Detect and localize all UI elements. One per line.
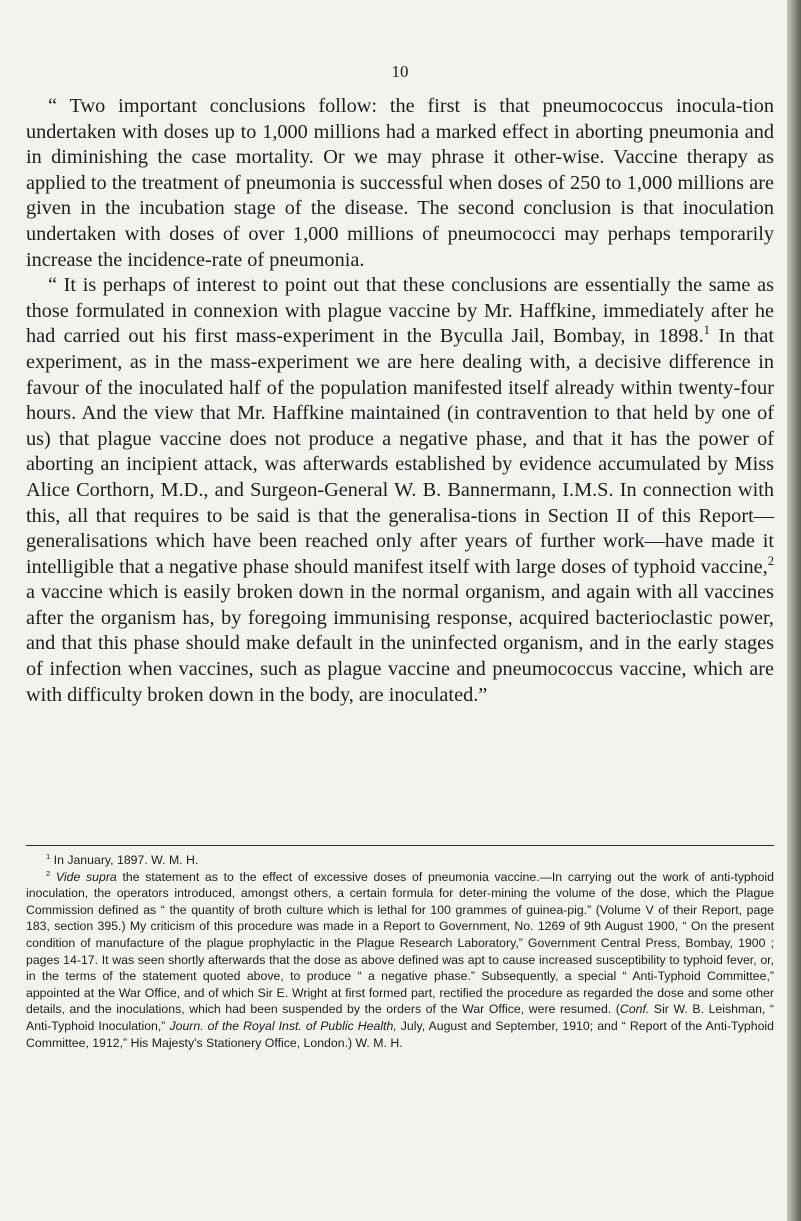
footnote-1-text: In January, 1897. W. M. H. [50, 853, 199, 867]
paragraph-2-part-3: a vaccine which is easily broken down in the normal organism, and again with all vaccines after the organism has, by foregoing immunising response, acquired bacterioclastic power, and that this phase should make default in the uninfected organism, and in the early stages of infection when vaccines, such as plague vaccine and pneumococcus vaccine, which are with difficulty broken down in the body, are inoculated.” [26, 581, 774, 706]
footnote-2-text-3: July, August and September, 1910; and “ Report of the Anti-Typhoid Committee, 1912,” His Majesty's Stationery Office, London.) W. M. H. [26, 1018, 775, 1050]
page-number: 10 [391, 62, 409, 81]
book-page [26, 0, 774, 1221]
footnote-2-text: the statement as to the effect of excessive doses of pneumonia vaccine.—In carrying out the work of anti-typhoid inoculation, the operators introduced, amongst others, a certain formula for deter-mining the volume of the dose, which the Plague Commission defined as “ the quantity of broth culture which is lethal for 100 grammes of guinea-pig.” (Volume V of their Report, page 183, section 395.) My criticism of this procedure was made in a Report to Government, No. 1269 of 9th August 1900, “ On the present condition of manufacture of the plague prophylactic in the Plague Research Laboratory,” Government Central Press, Bombay, 1900 ; pages 14-17. It was seen shortly afterwards that the dose as above defined was apt to cause increased susceptibility to typhoid fever, or, in the terms of the statement quoted above, to produce “ a negative phase.” Subsequently, a special “ Anti-Typhoid Committee,” appointed at the War Office, and of which Sir E. Wright at first formed part, rectified the procedure as regarded the dose and some other details, and the inoculations, which had been suspended by the orders of the War Office, were resumed. ( [26, 869, 774, 1017]
paragraph-2-part-1: “ It is perhaps of interest to point out that these conclusions are essentially the same as those formulated in connexion with plague vaccine by Mr. Haffkine, immediately after he had carried out his first mass-experiment in the Byculla Jail, Bombay, in 1898. [26, 274, 774, 348]
paragraph-1: “ Two important conclusions follow: the first is that pneumococcus inocula-tion undertaken with doses up to 1,000 millions had a marked effect in aborting pneumonia and in diminishing the case mortality. Or we may phrase it other-wise. Vaccine therapy as applied to the treatment of pneumonia is successful when doses of 250 to 1,000 millions are given in the incubation stage of the disease. The second conclusion is that inoculation undertaken with doses of over 1,000 millions of pneumococci may perhaps temporarily increase the incidence-rate of pneumonia. [26, 95, 774, 271]
footnotes [26, 852, 774, 1051]
footnote-2 [26, 869, 774, 1052]
book-page-edge [787, 0, 801, 1221]
footnote-2-text-2: Sir W. B. Leishman, “ Anti-Typhoid Inoculation,” [26, 1002, 774, 1033]
footnote-ref-1: 1 [703, 323, 710, 338]
footnote-ref-2: 2 [767, 553, 774, 568]
footnote-2-marker: 2 [46, 868, 51, 878]
footnote-2-lead: Vide supra [50, 869, 117, 884]
footnote-divider [26, 845, 774, 846]
paragraph-2-part-2: In that experiment, as in the mass-experiment we are here dealing with, a decisive difference in favour of the inoculated half of the population manifested itself already within twenty-four hours. And the view that Mr. Haffkine maintained (in contravention to that held by one of us) that plague vaccine does not produce a negative phase, and that it has the power of aborting an incipient attack, was afterwards established by evidence accumulated by Miss Alice Corthorn, M.D., and Surgeon-General W. B. Bannermann, I.M.S. In connection with this, all that requires to be said is that the generalisa-tions in Section II of this Report—generalisations which have been reached only after years of further work—have made it intelligible that a negative phase should manifest itself with large doses of typhoid vaccine, [26, 325, 774, 578]
footnote-2-journal: Journ. of the Royal Inst. of Public Health, [169, 1018, 397, 1033]
footnote-1 [26, 852, 774, 869]
body-text [26, 94, 774, 708]
paragraph-2 [26, 273, 774, 708]
footnote-1-marker: 1 [46, 851, 51, 861]
footnote-2-conf: Conf. [619, 1002, 650, 1017]
